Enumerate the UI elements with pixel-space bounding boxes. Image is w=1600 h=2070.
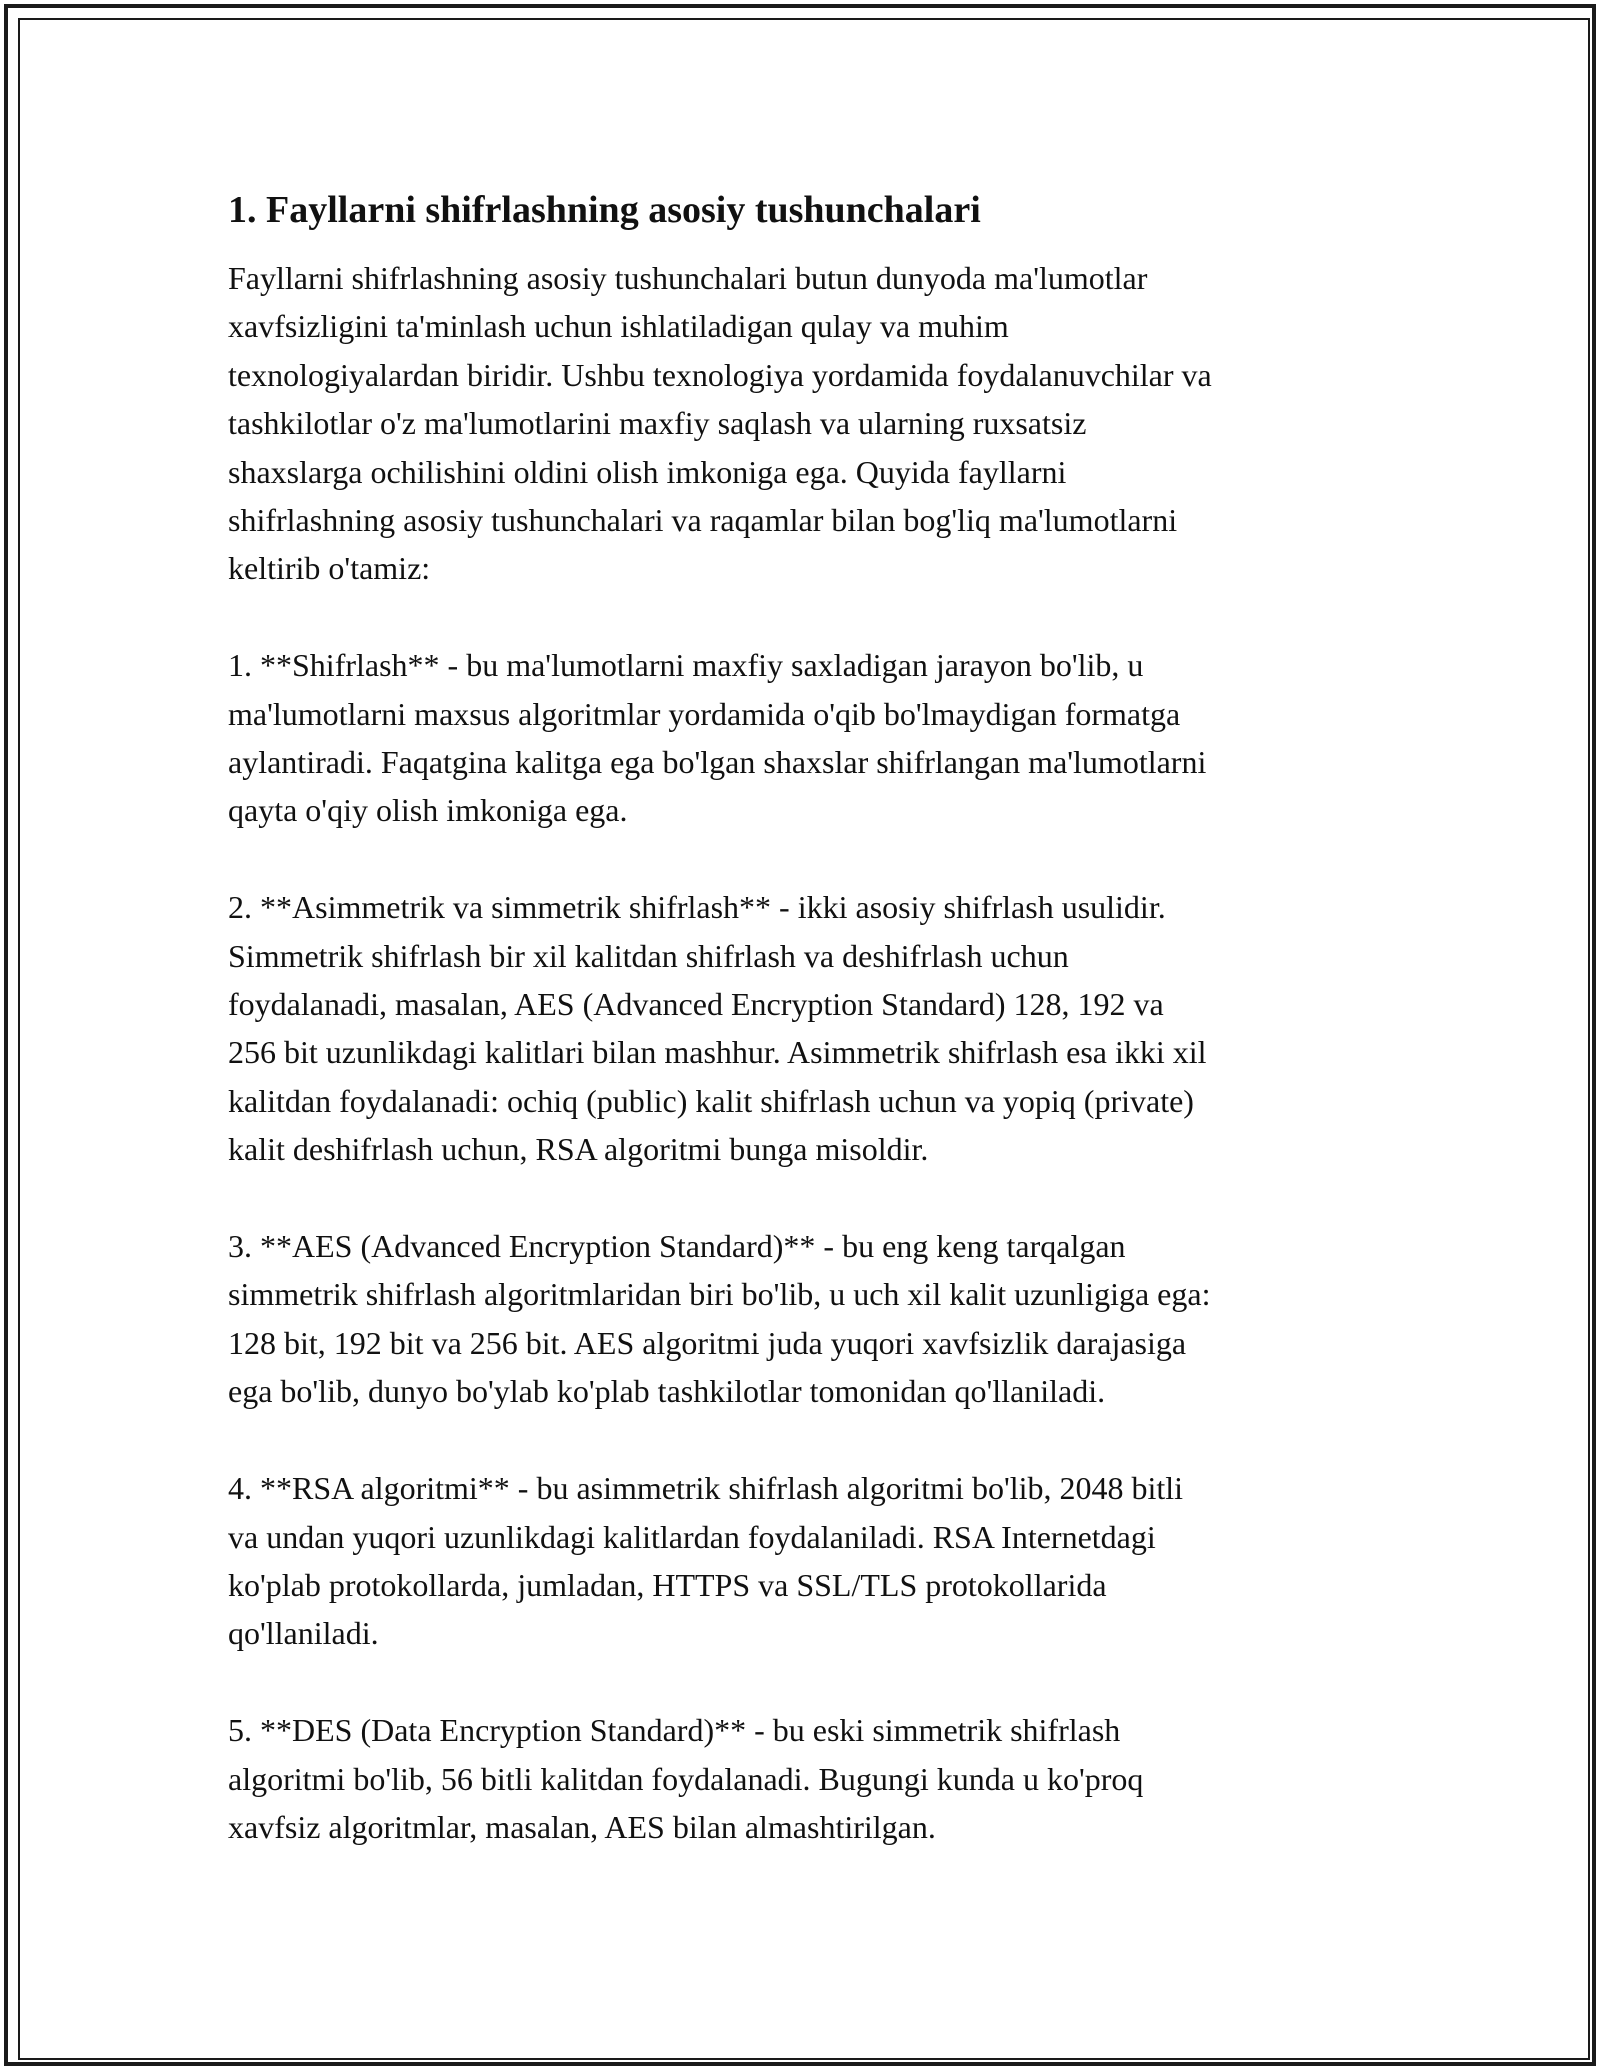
text-line: 128 bit, 192 bit va 256 bit. AES algoritmi juda yuqori xavfsizlik darajasiga xyxy=(228,1324,1187,1361)
list-item-rsa xyxy=(228,1464,1378,1658)
text-line: algoritmi bo'lib, 56 bitli kalitdan foydalanadi. Bugungi kunda u ko'proq xyxy=(228,1760,1144,1797)
text-line: ega bo'lib, dunyo bo'ylab ko'plab tashkilotlar tomonidan qo'llaniladi. xyxy=(228,1373,1106,1410)
text-line: 2. **Asimmetrik va simmetrik shifrlash** - ikki asosiy shifrlash usulidir. xyxy=(228,889,1166,926)
text-line: foydalanadi, masalan, AES (Advanced Encryption Standard) 128, 192 va xyxy=(228,986,1164,1023)
text-line: shifrlashning asosiy tushunchalari va raqamlar bilan bog'liq ma'lumotlarni xyxy=(228,502,1178,539)
text-line: 4. **RSA algoritmi** - bu asimmetrik shifrlash algoritmi bo'lib, 2048 bitli xyxy=(228,1470,1184,1507)
text-line: 3. **AES (Advanced Encryption Standard)** - bu eng keng tarqalgan xyxy=(228,1228,1126,1265)
intro-paragraph xyxy=(228,254,1378,593)
text-line: va undan yuqori uzunlikdagi kalitlardan foydalaniladi. RSA Internetdagi xyxy=(228,1518,1156,1555)
text-line: xavfsiz algoritmlar, masalan, AES bilan almashtirilgan. xyxy=(228,1808,936,1845)
text-line: texnologiyalardan biridir. Ushbu texnologiya yordamida foydalanuvchilar va xyxy=(228,356,1212,393)
document-body xyxy=(228,186,1378,1900)
text-line: Simmetrik shifrlash bir xil kalitdan shifrlash va deshifrlash uchun xyxy=(228,937,1069,974)
text-line: qo'llaniladi. xyxy=(228,1615,379,1652)
text-line: Fayllarni shifrlashning asosiy tushunchalari butun dunyoda ma'lumotlar xyxy=(228,260,1148,296)
text-line: ma'lumotlarni maxsus algoritmlar yordamida o'qib bo'lmaydigan formatga xyxy=(228,695,1181,732)
text-line: qayta o'qiy olish imkoniga ega. xyxy=(228,792,628,829)
text-line: xavfsizligini ta'minlash uchun ishlatiladigan qulay va muhim xyxy=(228,308,1009,345)
text-line: 1. **Shifrlash** - bu ma'lumotlarni maxfiy saxladigan jarayon bo'lib, u xyxy=(228,647,1144,684)
text-line: ko'plab protokollarda, jumladan, HTTPS va SSL/TLS protokollarida xyxy=(228,1566,1107,1603)
list-item-shifrlash xyxy=(228,641,1378,835)
text-line: tashkilotlar o'z ma'lumotlarini maxfiy saqlash va ularning ruxsatsiz xyxy=(228,405,1087,442)
text-line: simmetrik shifrlash algoritmlaridan biri bo'lib, u uch xil kalit uzunligiga ega: xyxy=(228,1276,1211,1313)
list-item-aes xyxy=(228,1222,1378,1416)
text-line: aylantiradi. Faqatgina kalitga ega bo'lgan shaxslar shifrlangan ma'lumotlarni xyxy=(228,744,1207,781)
list-item-des xyxy=(228,1706,1378,1851)
text-line: keltirib o'tamiz: xyxy=(228,550,431,587)
text-line: kalitdan foydalanadi: ochiq (public) kalit shifrlash uchun va yopiq (private) xyxy=(228,1082,1194,1119)
text-line: kalit deshifrlash uchun, RSA algoritmi bunga misoldir. xyxy=(228,1131,929,1168)
text-line: 5. **DES (Data Encryption Standard)** - bu eski simmetrik shifrlash xyxy=(228,1712,1121,1749)
text-line: shaxslarga ochilishini oldini olish imkoniga ega. Quyida fayllarni xyxy=(228,453,1067,490)
text-line: 256 bit uzunlikdagi kalitlari bilan mashhur. Asimmetrik shifrlash esa ikki xil xyxy=(228,1034,1207,1071)
list-item-asimmetrik-simmetrik xyxy=(228,883,1378,1173)
document-title: 1. Fayllarni shifrlashning asosiy tushunchalari xyxy=(228,189,981,231)
